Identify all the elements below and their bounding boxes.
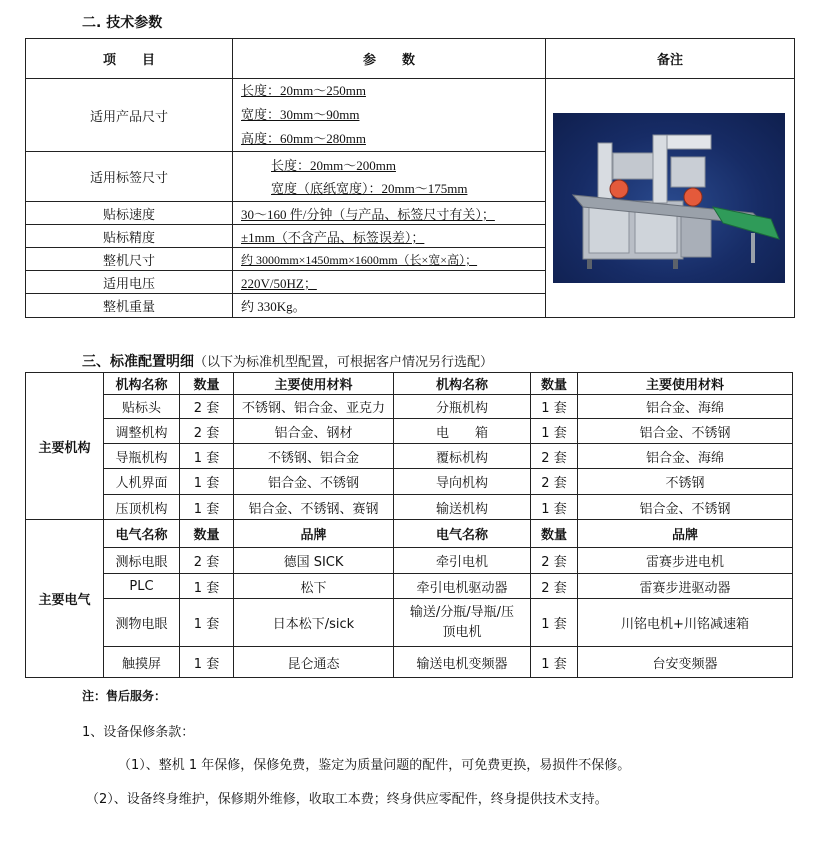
- config-table: [25, 372, 793, 678]
- cell: 雷赛步进电机: [578, 548, 793, 574]
- cell: 触摸屏: [104, 647, 180, 678]
- cell: 1 套: [531, 647, 578, 678]
- spec-row-value: 约 3000mm×1450mm×1600mm（长×宽×高）；: [233, 248, 546, 271]
- spec-header-remarks: 备注: [546, 39, 795, 79]
- spec-row-value: ±1mm（不含产品、标签误差）；: [233, 225, 546, 248]
- cell: 1 套: [531, 599, 578, 647]
- cell: 铝合金、不锈钢: [578, 419, 793, 444]
- cell: 贴标头: [104, 395, 180, 419]
- cell: 铝合金、钢材: [234, 419, 394, 444]
- cell: 1 套: [531, 495, 578, 520]
- spec-line: 高度：60mm～280mm: [241, 131, 366, 146]
- notes-item-1: 1、设备保修条款：: [82, 725, 195, 740]
- mech-header: 机构名称: [394, 373, 531, 395]
- spec-header-params: 参 数: [233, 39, 546, 79]
- cell: 雷赛步进驱动器: [578, 574, 793, 599]
- spec-row-name: 整机重量: [26, 294, 233, 318]
- cell: 松下: [234, 574, 394, 599]
- spec-line: 宽度（底纸宽度）：20mm～175mm: [271, 180, 468, 196]
- cell: 2 套: [531, 548, 578, 574]
- mech-header: 主要使用材料: [578, 373, 793, 395]
- cell: 导向机构: [394, 469, 531, 495]
- notes-item-2: （2）、设备终身维护，保修期外维修，收取工本费；终身供应零配件，终身提供技术支持。: [86, 792, 608, 807]
- cell: 2 套: [531, 469, 578, 495]
- cell: 不锈钢、铝合金、亚克力: [234, 395, 394, 419]
- cell: 导瓶机构: [104, 444, 180, 469]
- cell: 1 套: [180, 647, 234, 678]
- cell: 铝合金、不锈钢: [578, 495, 793, 520]
- cell: 分瓶机构: [394, 395, 531, 419]
- cell: 1 套: [180, 495, 234, 520]
- cell: 人机界面: [104, 469, 180, 495]
- mech-header: 数量: [531, 373, 578, 395]
- mech-header: 主要使用材料: [234, 373, 394, 395]
- spec-row-name: 整机尺寸: [26, 248, 233, 271]
- elec-header: 品牌: [578, 520, 793, 548]
- cell: 电 箱: [394, 419, 531, 444]
- section-3-title: 三、标准配置明细: [82, 354, 194, 370]
- spec-row-name: 适用标签尺寸: [26, 152, 233, 202]
- cell: 覆标机构: [394, 444, 531, 469]
- spec-row-name: 贴标速度: [26, 202, 233, 225]
- spec-row-name: 适用电压: [26, 271, 233, 294]
- spec-row-name: 适用产品尺寸: [26, 79, 233, 152]
- cell: 日本松下/sick: [234, 599, 394, 647]
- cell: 2 套: [531, 444, 578, 469]
- cell: 2 套: [531, 574, 578, 599]
- cell: 2 套: [180, 419, 234, 444]
- cell: 牵引电机: [394, 548, 531, 574]
- spec-line: 宽度：30mm～90mm: [241, 107, 360, 122]
- elec-header: 品牌: [234, 520, 394, 548]
- mech-header: 数量: [180, 373, 234, 395]
- cell: 压顶机构: [104, 495, 180, 520]
- cell: 1 套: [180, 469, 234, 495]
- group-main-electrical: 主要电气: [26, 520, 104, 678]
- machine-photo: [553, 113, 785, 283]
- cell: 1 套: [531, 419, 578, 444]
- cell: 测标电眼: [104, 548, 180, 574]
- cell: 输送机构: [394, 495, 531, 520]
- spec-header-item: 项 目: [26, 39, 233, 79]
- cell: 测物电眼: [104, 599, 180, 647]
- notes-title: 注：售后服务：: [82, 689, 167, 703]
- cell: 铝合金、不锈钢、赛钢: [234, 495, 394, 520]
- labeling-machine-illustration: [553, 113, 785, 283]
- elec-header: 数量: [531, 520, 578, 548]
- spec-row-value: [233, 79, 546, 152]
- spec-row-value: 30～160 件/分钟（与产品、标签尺寸有关）；: [233, 202, 546, 225]
- cell: 1 套: [180, 599, 234, 647]
- notes-item-1a: （1）、整机 1 年保修，保修免费，鉴定为质量问题的配件，可免费更换，易损件不保修。: [118, 758, 631, 773]
- spec-line: 长度：20mm～200mm: [271, 157, 396, 173]
- group-main-mechanisms: 主要机构: [26, 373, 104, 520]
- cell: 1 套: [180, 444, 234, 469]
- cell: 川铭电机+川铭减速箱: [578, 599, 793, 647]
- cell: 德国 SICK: [234, 548, 394, 574]
- cell: 调整机构: [104, 419, 180, 444]
- section-2-title: 二. 技术参数: [82, 15, 163, 31]
- section-3-subtitle: （以下为标准机型配置，可根据客户情况另行选配）: [194, 355, 494, 370]
- cell: 输送电机变频器: [394, 647, 531, 678]
- elec-header: 电气名称: [394, 520, 531, 548]
- cell: 台安变频器: [578, 647, 793, 678]
- spec-row-name: 贴标精度: [26, 225, 233, 248]
- cell: 不锈钢: [578, 469, 793, 495]
- spec-row-value: 220V/50HZ；: [233, 271, 546, 294]
- cell: 1 套: [531, 395, 578, 419]
- cell: 铝合金、海绵: [578, 395, 793, 419]
- section-3-heading: [82, 351, 493, 371]
- elec-header: 电气名称: [104, 520, 180, 548]
- cell: 不锈钢、铝合金: [234, 444, 394, 469]
- cell: 1 套: [180, 574, 234, 599]
- spec-line: 长度：20mm～250mm: [241, 83, 366, 98]
- cell: 铝合金、不锈钢: [234, 469, 394, 495]
- cell: 昆仑通态: [234, 647, 394, 678]
- cell: 2 套: [180, 548, 234, 574]
- cell: PLC: [104, 574, 180, 599]
- spec-row-value: 约 330Kg。: [233, 294, 546, 318]
- spec-row-value: [233, 152, 546, 202]
- cell: 铝合金、海绵: [578, 444, 793, 469]
- mech-header: 机构名称: [104, 373, 180, 395]
- cell: 输送/分瓶/导瓶/压顶电机: [394, 599, 531, 647]
- cell: 牵引电机驱动器: [394, 574, 531, 599]
- cell: 2 套: [180, 395, 234, 419]
- elec-header: 数量: [180, 520, 234, 548]
